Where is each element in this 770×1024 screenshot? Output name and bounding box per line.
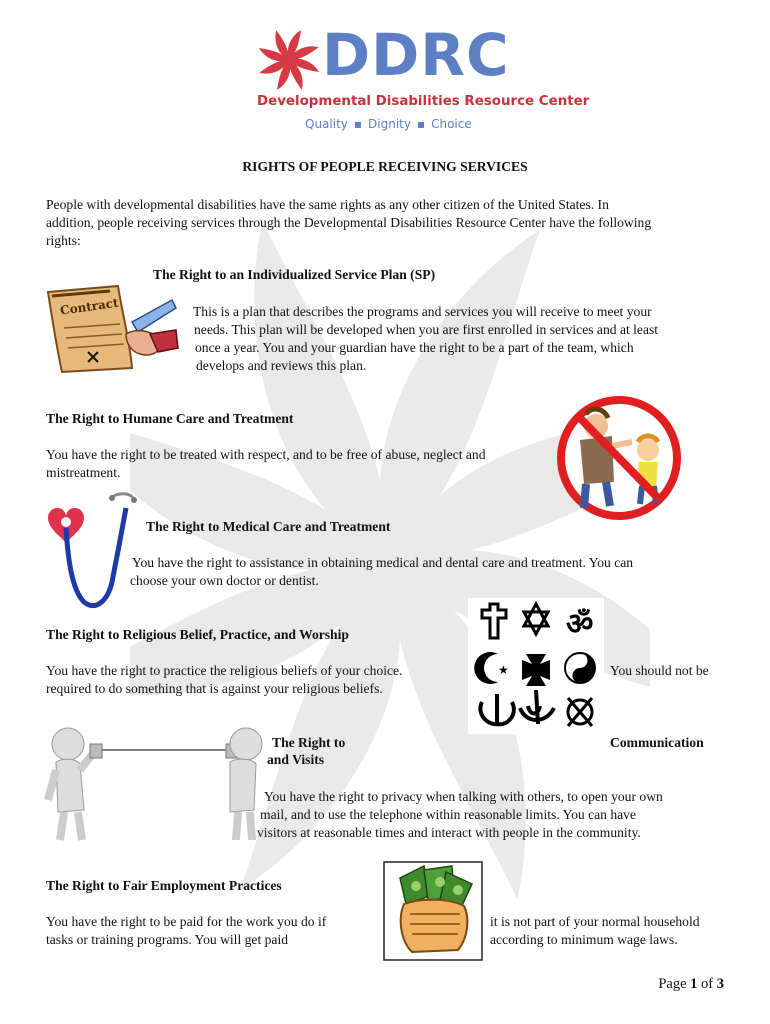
logo-wordmark: DDRC	[322, 21, 510, 89]
employment-line-2-right: according to minimum wage laws.	[490, 932, 678, 947]
tagline-choice: Choice	[431, 117, 472, 131]
heading-religion: The Right to Religious Belief, Practice, and Worship	[46, 627, 349, 642]
medical-care-line-2: choose your own doctor or dentist.	[130, 573, 319, 588]
medical-care-line-1: You have the right to assistance in obtaining medical and dental care and treatment. You can	[132, 555, 634, 570]
svg-text:ॐ: ॐ	[566, 607, 594, 642]
intro-line-3: rights:	[46, 233, 81, 248]
page-title: RIGHTS OF PEOPLE RECEIVING SERVICES	[242, 159, 528, 174]
svg-text:★: ★	[498, 663, 509, 677]
intro-line-2: addition, people receiving services through the Developmental Disabilities Resource Center have the following	[46, 215, 652, 230]
money-fist-icon	[380, 858, 486, 964]
svg-text:Contract: Contract	[59, 295, 120, 318]
heading-communication-c: and Visits	[267, 752, 325, 767]
heading-humane-care: The Right to Humane Care and Treatment	[46, 411, 294, 426]
employment-line-1-left: You have the right to be paid for the work you do if	[46, 914, 327, 929]
no-abuse-icon	[554, 390, 684, 526]
ddrc-logo-icon	[256, 24, 322, 94]
employment-line-1-right: it is not part of your normal household	[490, 914, 700, 929]
logo-tagline: Quality ▪ Dignity ▪ Choice	[305, 117, 472, 131]
religious-symbols-icon	[468, 598, 604, 734]
tin-can-phone-icon	[40, 720, 266, 844]
current-page: 1	[690, 976, 698, 992]
logo-full-name: Developmental Disabilities Resource Center	[257, 94, 590, 109]
page-number	[658, 975, 724, 993]
total-pages: 3	[716, 976, 724, 992]
employment-line-2-left: tasks or training programs. You will get paid	[46, 932, 289, 947]
religion-line-2: required to do something that is against your religious beliefs.	[46, 681, 383, 696]
heading-communication-b: Communication	[610, 735, 704, 750]
heading-service-plan: The Right to an Individualized Service Plan (SP)	[153, 267, 436, 282]
tagline-dignity: Dignity	[368, 117, 411, 131]
service-plan-line-3: once a year. You and your guardian have the right to be a part of the team, which	[195, 340, 634, 355]
page-label: Page	[658, 976, 687, 992]
religion-line-1-right: You should not be	[610, 663, 709, 678]
communication-line-1: You have the right to privacy when talking with others, to open your own	[264, 789, 663, 804]
of-label: of	[701, 976, 714, 992]
religion-line-1-left: You have the right to practice the religious beliefs of your choice.	[46, 663, 403, 678]
communication-line-3: visitors at reasonable times and interact with people in the community.	[257, 825, 641, 840]
humane-care-line-2: mistreatment.	[46, 465, 121, 480]
humane-care-line-1: You have the right to be treated with respect, and to be free of abuse, neglect and	[46, 447, 486, 462]
tagline-quality: Quality	[305, 117, 348, 131]
heading-employment: The Right to Fair Employment Practices	[46, 878, 282, 893]
service-plan-line-1: This is a plan that describes the programs and services you will receive to meet your	[193, 304, 652, 319]
service-plan-line-4: develops and reviews this plan.	[196, 358, 367, 373]
heading-communication-a: The Right to	[272, 735, 346, 750]
communication-line-2: mail, and to use the telephone within reasonable limits. You can have	[260, 807, 637, 822]
contract-icon	[40, 282, 180, 374]
service-plan-line-2: needs. This plan will be developed when you are first enrolled in services and at least	[194, 322, 659, 337]
heading-medical-care: The Right to Medical Care and Treatment	[146, 519, 391, 534]
intro-line-1: People with developmental disabilities have the same rights as any other citizen of the United States. In	[46, 197, 609, 212]
stethoscope-icon	[42, 490, 138, 614]
